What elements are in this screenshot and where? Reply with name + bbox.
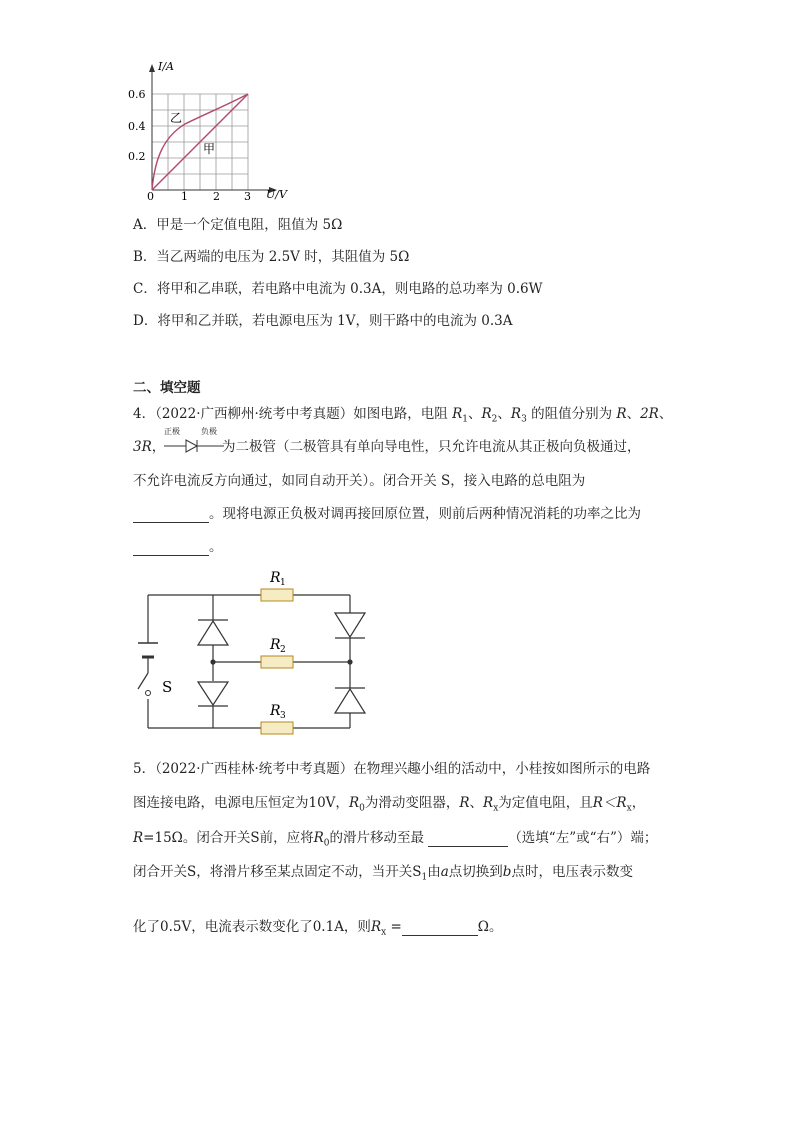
q5-text: 由	[427, 864, 441, 880]
q5-answer-blank-1[interactable]	[428, 830, 508, 847]
q4-text: 、	[497, 406, 511, 422]
junction-dot	[347, 659, 352, 664]
q5-line-5: 化了0.5V，电流表示数变化了0.1A，则$R_x = \Omega$。	[133, 919, 503, 938]
q4-text: 。	[209, 539, 223, 555]
q4-line-1	[133, 402, 672, 425]
q4-text: 。现将电源正负极对调再接回原位置，则前后两种情况消耗的功率之比为	[209, 506, 641, 522]
y-tick-label: 0.4	[128, 120, 146, 133]
x-tick-label: 0	[147, 190, 154, 202]
inline-diode-symbol	[164, 428, 224, 456]
diode-positive-label: 正极	[164, 427, 180, 436]
section-title: 二、填空题	[133, 380, 201, 396]
q5-symbol: R	[313, 830, 324, 846]
option-d: D．将甲和乙并联，若电源电压为 1V，则干路中的电流为 0.3A	[133, 313, 513, 329]
diode-right-bottom-icon	[335, 688, 365, 713]
q4-subscript: 2	[491, 414, 498, 425]
q5-text: 为定值电阻，且	[498, 795, 593, 811]
q5-line-1: 5．（2022·广西桂林·统考中考真题）在物理兴趣小组的活动中，小桂按如图所示的电路	[133, 761, 651, 777]
option-c: C．将甲和乙串联，若电路中电流为 0.3A，则电路的总功率为 0.6W	[133, 281, 543, 297]
q5-symbol: R＜R	[592, 795, 627, 811]
q5-text: ，	[631, 795, 646, 811]
q5-text: 、	[469, 795, 484, 811]
option-a: A．甲是一个定值电阻，阻值为 5Ω	[133, 217, 343, 233]
q4-line-2	[133, 435, 165, 455]
q5-subscript: 1	[421, 872, 428, 883]
q4-text: 、	[467, 406, 482, 422]
q5-line-4	[133, 860, 633, 883]
r1-label: R	[270, 570, 281, 586]
curve-label-jia: 甲	[203, 142, 216, 156]
q4-symbol: 3R	[133, 439, 152, 455]
curve-label-yi: 乙	[170, 111, 183, 125]
q5-symbol: b	[502, 864, 512, 880]
q4-line-4	[133, 502, 641, 523]
switch-icon	[138, 673, 151, 696]
diode-left-top-icon	[198, 620, 228, 645]
q5-symbol: a	[440, 864, 449, 880]
iu-graph	[125, 60, 300, 202]
q5-line-3: R=15Ω。闭合开关S前，应将$R_0$的滑片移动至最 （选填“左”或“右”）端；	[133, 830, 658, 849]
q5-text: 为滑动变阻器，	[364, 795, 460, 811]
y-tick-label: 0.6	[128, 88, 146, 101]
resistor-r2	[261, 656, 293, 668]
diode-left-bottom-icon	[198, 682, 228, 706]
r1-subscript: 1	[280, 578, 286, 588]
q5-text: 点时，电压表示数变	[511, 864, 633, 880]
q5-line-2: 图连接电路，电源电压恒定为10V，$R_0$为滑动变阻器，R、$R_x$为定值电阻，且$R<R_x$，	[133, 795, 646, 814]
q4-symbol: 2R	[640, 406, 659, 422]
q5-text: 的滑片移动至最	[329, 830, 425, 846]
r2-label: R	[270, 637, 281, 653]
x-axis-label: U/V	[266, 188, 287, 201]
q4-symbol: R	[510, 406, 522, 422]
q5-symbol: R	[133, 830, 144, 846]
x-tick-label: 2	[213, 190, 220, 202]
y-axis-arrow-icon	[149, 64, 155, 72]
q4-text: 4．（2022·广西柳州·统考中考真题）如图电路，电阻	[133, 406, 453, 422]
q5-text: 图连接电路，电源电压恒定为10V，	[133, 795, 349, 811]
switch-label: S	[162, 678, 173, 696]
q4-subscript: 3	[521, 414, 527, 425]
diode-right-top-icon	[335, 613, 365, 638]
q4-text: 、	[658, 406, 673, 422]
circuit-diagram	[130, 565, 390, 745]
q4-symbol: R	[481, 406, 492, 422]
q4-symbol: R	[452, 406, 463, 422]
q5-text: 化了0.5V，电流表示数变化了0.1A，则	[133, 919, 371, 935]
q4-line-3: 不允许电流反方向通过，如同自动开关）。闭合开关 S，接入电路的总电阻为	[133, 473, 586, 489]
diode-icon	[164, 437, 224, 455]
q5-symbol: R	[459, 795, 470, 811]
q4-answer-blank-2[interactable]	[133, 539, 209, 556]
r3-label: R	[270, 703, 281, 719]
q4-symbol: R	[616, 406, 627, 422]
junction-dot	[210, 659, 215, 664]
q5-symbol: R	[348, 795, 360, 811]
q5-text: =	[386, 919, 402, 935]
resistor-r1	[261, 589, 293, 601]
y-tick-label: 0.2	[128, 150, 146, 163]
r2-subscript: 2	[280, 645, 286, 655]
q5-text: Ω。	[477, 919, 503, 935]
q4-text: 的阻值分别为	[526, 406, 617, 422]
q5-text: 闭合开关S，将滑片移至某点固定不动，当开关S	[133, 864, 422, 880]
q5-text: 点切换到	[448, 864, 503, 880]
x-tick-label: 3	[244, 190, 251, 202]
battery-icon	[138, 643, 158, 657]
q4-line-5	[133, 535, 223, 556]
x-tick-label: 1	[181, 190, 188, 202]
r3-subscript: 3	[280, 711, 286, 721]
q4-subscript: 1	[462, 414, 468, 425]
q5-symbol: R	[483, 795, 494, 811]
q5-text: （选填“左”或“右”）端；	[508, 830, 658, 846]
q5-text: =15Ω。闭合开关S前，应将	[143, 830, 314, 846]
q5-symbol: R	[370, 919, 382, 935]
q4-text: 、	[626, 406, 641, 422]
diode-negative-label: 负极	[201, 427, 217, 436]
option-b: B．当乙两端的电压为 2.5V 时，其阻值为 5Ω	[133, 249, 410, 265]
q4-line-2-text: 为二极管（二极管具有单向导电性，只允许电流从其正极向负极通过，	[222, 439, 641, 455]
y-axis-label: I/A	[158, 60, 174, 73]
q5-answer-blank-2[interactable]	[402, 919, 478, 936]
circuit-wires	[148, 595, 350, 728]
q4-answer-blank-1[interactable]	[133, 506, 209, 523]
q4-text: ，	[151, 439, 166, 455]
resistor-r3	[261, 722, 293, 734]
